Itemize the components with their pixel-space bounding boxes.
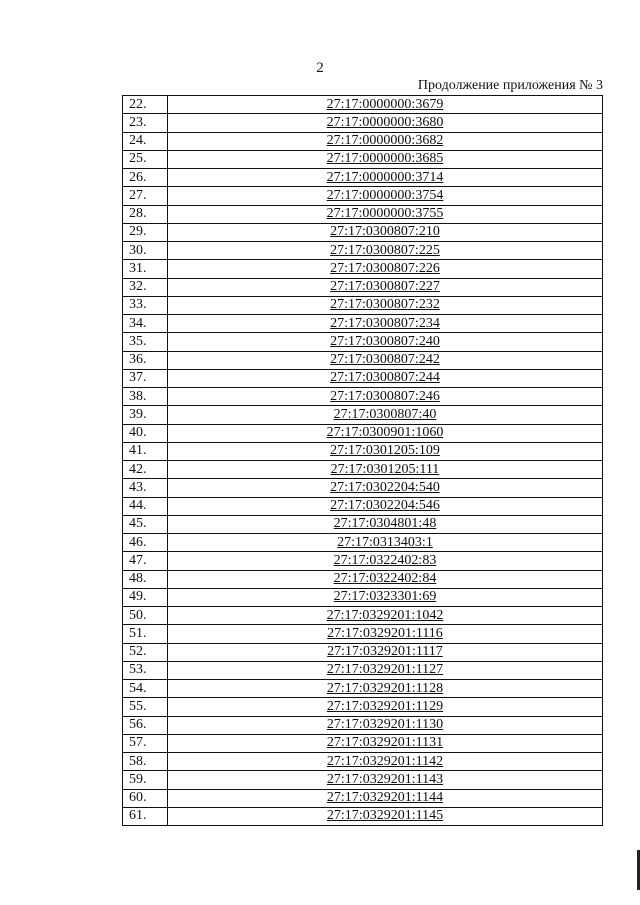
row-number: 47.: [123, 552, 168, 570]
cadastral-number: 27:17:0329201:1129: [326, 698, 444, 714]
cadastral-number: 27:17:0300807:240: [330, 333, 440, 349]
row-number: 57.: [123, 734, 168, 752]
cadastral-number-cell: [168, 187, 603, 205]
cadastral-number: 27:17:0329201:1042: [326, 607, 444, 623]
row-number: 41.: [123, 442, 168, 460]
cadastral-number: 27:17:0322402:84: [333, 571, 437, 587]
table-row: [123, 187, 603, 205]
table-row: [123, 570, 603, 588]
row-number: 58.: [123, 753, 168, 771]
row-number: 44.: [123, 497, 168, 515]
cadastral-number-cell: [168, 96, 603, 114]
cadastral-number: 27:17:0300807:232: [330, 297, 440, 313]
continuation-caption: Продолжение приложения № 3: [417, 78, 603, 93]
table-row: [123, 789, 603, 807]
table-row: [123, 442, 603, 460]
row-number: 23.: [123, 114, 168, 132]
cadastral-number-cell: [168, 461, 603, 479]
cadastral-number-cell: [168, 205, 603, 223]
cadastral-number: 27:17:0000000:3754: [326, 187, 444, 203]
row-number: 59.: [123, 771, 168, 789]
cadastral-number: 27:17:0000000:3680: [326, 114, 444, 130]
table-row: [123, 315, 603, 333]
row-number: 26.: [123, 169, 168, 187]
cadastral-number: 27:17:0300807:242: [330, 352, 440, 368]
cadastral-number: 27:17:0329201:1145: [326, 808, 444, 824]
row-number: 38.: [123, 388, 168, 406]
cadastral-number-cell: [168, 698, 603, 716]
table-row: [123, 734, 603, 752]
table-row: [123, 588, 603, 606]
table-row: [123, 260, 603, 278]
table-row: [123, 552, 603, 570]
table-body: [123, 96, 603, 826]
table-row: [123, 223, 603, 241]
table-row: [123, 388, 603, 406]
row-number: 55.: [123, 698, 168, 716]
cadastral-number: 27:17:0329201:1142: [326, 753, 444, 769]
table-row: [123, 96, 603, 114]
cadastral-number: 27:17:0300901:1060: [326, 425, 444, 441]
row-number: 33.: [123, 296, 168, 314]
cadastral-number-cell: [168, 534, 603, 552]
table-row: [123, 132, 603, 150]
row-number: 32.: [123, 278, 168, 296]
table-row: [123, 753, 603, 771]
cadastral-number-cell: [168, 296, 603, 314]
table-row: [123, 716, 603, 734]
cadastral-number: 27:17:0322402:83: [333, 552, 437, 568]
cadastral-number-cell: [168, 807, 603, 825]
cadastral-number-cell: [168, 369, 603, 387]
cadastral-number: 27:17:0300807:210: [330, 224, 440, 240]
cadastral-numbers-table: [122, 95, 603, 826]
table-row: [123, 296, 603, 314]
cadastral-number: 27:17:0301205:109: [330, 443, 440, 459]
cadastral-number: 27:17:0329201:1128: [326, 680, 444, 696]
cadastral-number: 27:17:0302204:546: [330, 498, 440, 514]
table-row: [123, 424, 603, 442]
cadastral-number-cell: [168, 260, 603, 278]
cadastral-number: 27:17:0329201:1144: [326, 790, 444, 806]
cadastral-number: 27:17:0300807:234: [330, 315, 440, 331]
cadastral-number: 27:17:0300807:40: [333, 406, 437, 422]
cadastral-number: 27:17:0304801:48: [333, 516, 437, 532]
row-number: 39.: [123, 406, 168, 424]
row-number: 56.: [123, 716, 168, 734]
cadastral-number: 27:17:0329201:1131: [326, 735, 444, 751]
table-row: [123, 114, 603, 132]
cadastral-number: 27:17:0300807:246: [330, 388, 440, 404]
row-number: 42.: [123, 461, 168, 479]
cadastral-number-cell: [168, 169, 603, 187]
cadastral-number: 27:17:0300807:226: [330, 260, 440, 276]
table-row: [123, 643, 603, 661]
cadastral-number: 27:17:0329201:1116: [327, 625, 443, 641]
row-number: 48.: [123, 570, 168, 588]
cadastral-number: 27:17:0300807:244: [330, 370, 440, 386]
table-row: [123, 771, 603, 789]
cadastral-number: 27:17:0301205:111: [330, 461, 440, 477]
cadastral-number: 27:17:0000000:3682: [326, 133, 444, 149]
cadastral-number-cell: [168, 424, 603, 442]
cadastral-number-cell: [168, 388, 603, 406]
table-row: [123, 661, 603, 679]
row-number: 51.: [123, 625, 168, 643]
cadastral-number-cell: [168, 315, 603, 333]
cadastral-number-cell: [168, 625, 603, 643]
row-number: 60.: [123, 789, 168, 807]
cadastral-number-cell: [168, 552, 603, 570]
table-row: [123, 479, 603, 497]
cadastral-number-cell: [168, 114, 603, 132]
cadastral-number-cell: [168, 351, 603, 369]
row-number: 34.: [123, 315, 168, 333]
table-row: [123, 680, 603, 698]
table-row: [123, 607, 603, 625]
cadastral-number-cell: [168, 242, 603, 260]
table-row: [123, 534, 603, 552]
cadastral-number: 27:17:0000000:3679: [326, 96, 444, 112]
table-row: [123, 205, 603, 223]
table-row: [123, 150, 603, 168]
row-number: 50.: [123, 607, 168, 625]
page-number: 2: [316, 60, 324, 76]
cadastral-number: 27:17:0329201:1130: [326, 717, 444, 733]
table-row: [123, 333, 603, 351]
table-row: [123, 461, 603, 479]
cadastral-number-cell: [168, 716, 603, 734]
row-number: 22.: [123, 96, 168, 114]
table-row: [123, 351, 603, 369]
cadastral-number: 27:17:0300807:225: [330, 242, 440, 258]
cadastral-number-cell: [168, 643, 603, 661]
cadastral-number: 27:17:0323301:69: [333, 589, 437, 605]
cadastral-number-cell: [168, 680, 603, 698]
cadastral-number-cell: [168, 515, 603, 533]
cadastral-number-cell: [168, 223, 603, 241]
row-number: 25.: [123, 150, 168, 168]
cadastral-number: 27:17:0000000:3685: [326, 151, 444, 167]
row-number: 45.: [123, 515, 168, 533]
row-number: 37.: [123, 369, 168, 387]
cadastral-number: 27:17:0329201:1117: [327, 644, 443, 660]
row-number: 36.: [123, 351, 168, 369]
table-row: [123, 406, 603, 424]
row-number: 27.: [123, 187, 168, 205]
table-row: [123, 807, 603, 825]
row-number: 61.: [123, 807, 168, 825]
cadastral-number-cell: [168, 442, 603, 460]
cadastral-number-cell: [168, 734, 603, 752]
cadastral-number: 27:17:0329201:1143: [326, 771, 444, 787]
cadastral-number: 27:17:0000000:3714: [326, 169, 444, 185]
table-row: [123, 169, 603, 187]
row-number: 31.: [123, 260, 168, 278]
cadastral-number: 27:17:0000000:3755: [326, 206, 444, 222]
row-number: 40.: [123, 424, 168, 442]
cadastral-number: 27:17:0329201:1127: [326, 662, 444, 678]
row-number: 46.: [123, 534, 168, 552]
table-row: [123, 625, 603, 643]
table-row: [123, 698, 603, 716]
cadastral-number-cell: [168, 753, 603, 771]
row-number: 30.: [123, 242, 168, 260]
cadastral-number-cell: [168, 278, 603, 296]
cadastral-number-cell: [168, 333, 603, 351]
cadastral-number-cell: [168, 789, 603, 807]
row-number: 35.: [123, 333, 168, 351]
cadastral-number: 27:17:0313403:1: [337, 534, 433, 550]
cadastral-number-cell: [168, 479, 603, 497]
row-number: 54.: [123, 680, 168, 698]
row-number: 43.: [123, 479, 168, 497]
cadastral-number-cell: [168, 771, 603, 789]
row-number: 49.: [123, 588, 168, 606]
cadastral-number-cell: [168, 607, 603, 625]
cadastral-number-cell: [168, 661, 603, 679]
cadastral-number-cell: [168, 150, 603, 168]
cadastral-number-cell: [168, 406, 603, 424]
cadastral-number: 27:17:0300807:227: [330, 279, 440, 295]
row-number: 29.: [123, 223, 168, 241]
table-row: [123, 497, 603, 515]
cadastral-number-cell: [168, 497, 603, 515]
cadastral-number-cell: [168, 570, 603, 588]
row-number: 53.: [123, 661, 168, 679]
table-row: [123, 278, 603, 296]
table-row: [123, 515, 603, 533]
cadastral-number: 27:17:0302204:540: [330, 479, 440, 495]
row-number: 28.: [123, 205, 168, 223]
cadastral-number-cell: [168, 588, 603, 606]
cadastral-number-cell: [168, 132, 603, 150]
table-row: [123, 369, 603, 387]
row-number: 52.: [123, 643, 168, 661]
table-row: [123, 242, 603, 260]
row-number: 24.: [123, 132, 168, 150]
